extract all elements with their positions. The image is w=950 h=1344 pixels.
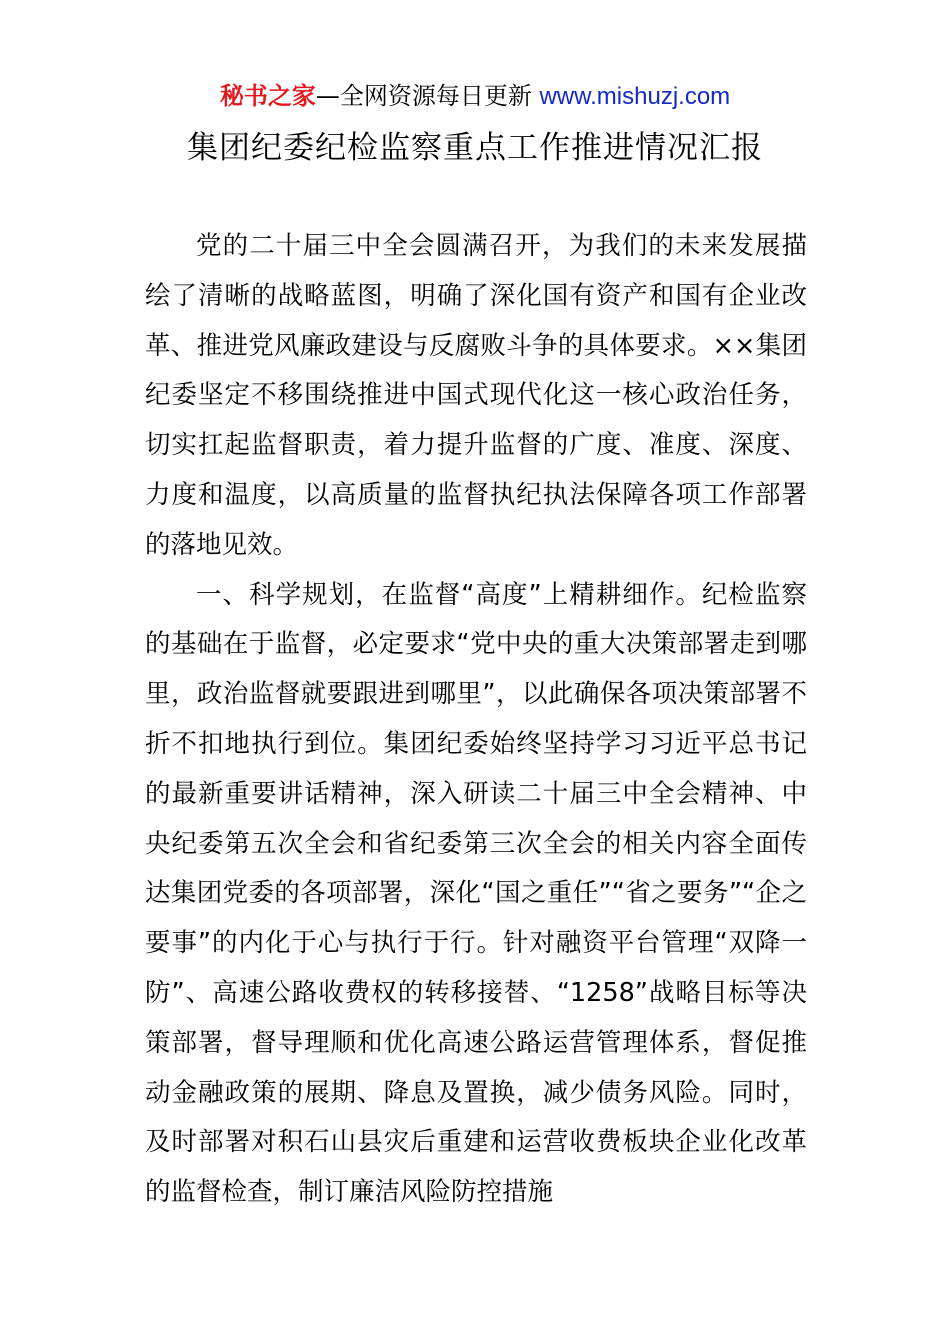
paragraph-intro: 党的二十届三中全会圆满召开，为我们的未来发展描绘了清晰的战略蓝图，明确了深化国有资产和国有企业改革、推进党风廉政建设与反腐败斗争的具体要求。××集团纪委坚定不移围绕推进中国式现代化这一核心政治任务，切实扛起监督职责，着力提升监督的广度、准度、深度、力度和温度，以高质量的监督执纪执法保障各项工作部署的落地见效。 (145, 231, 807, 560)
site-url[interactable]: www.mishuzj.com (539, 83, 731, 110)
document-title: 集团纪委纪检监察重点工作推进情况汇报 (187, 130, 763, 166)
paragraph-section-one: 一、科学规划，在监督“高度”上精耕细作。纪检监察的基础在于监督，必定要求“党中央的重大决策部署走到哪里，政治监督就要跟进到哪里”，以此确保各项决策部署不折不扣地执行到位。集团纪委始终坚持学习习近平总书记的最新重要讲话精神，深入研读二十届三中全会精神、中央纪委第五次全会和省纪委第三次全会的相关内容全面传达集团党委的各项部署，深化“国之重任”“省之要务”“企之要事”的内化于心与执行于行。针对融资平台管理“双降一防”、高速公路收费权的转移接替、“1258”战略目标等决策部署，督导理顺和优化高速公路运营管理体系，督促推动金融政策的展期、降息及置换，减少债务风险。同时，及时部署对积石山县灾后重建和运营收费板块企业化改革的监督检查，制订廉洁风险防控措施 (145, 579, 807, 1208)
document-body (145, 222, 807, 1218)
site-header (0, 80, 950, 113)
brand-name: 秘书之家 (219, 82, 316, 110)
header-tagline: —全网资源每日更新 (315, 82, 540, 110)
